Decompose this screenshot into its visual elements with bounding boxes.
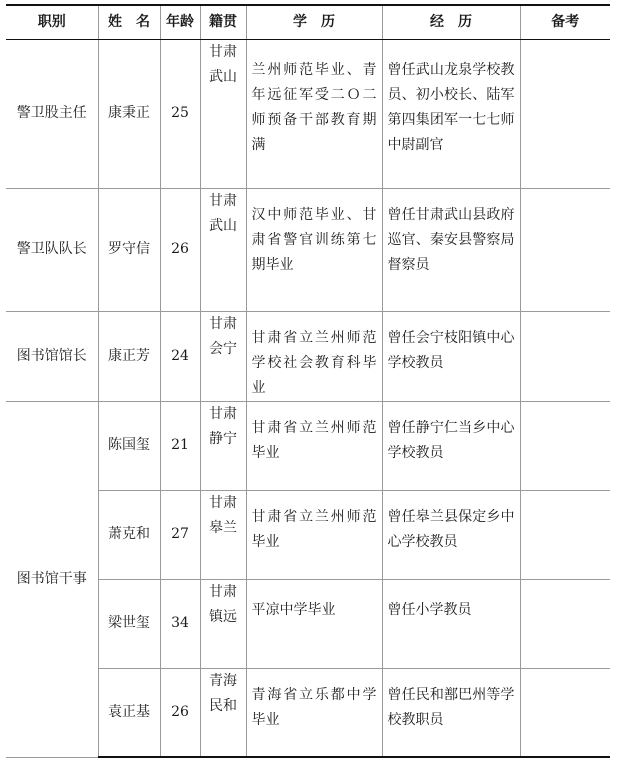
age-cell: 24 (160, 311, 200, 401)
header-name: 姓 名 (98, 5, 160, 39)
remarks-cell (520, 39, 610, 188)
name-cell: 康秉正 (98, 39, 160, 188)
hometown-county: 皋兰 (209, 519, 237, 536)
header-experience: 经 历 (382, 5, 520, 39)
experience-cell: 曾任甘肃武山县政府巡官、秦安县警察局督察员 (382, 188, 520, 311)
experience-cell: 曾任小学教员 (382, 579, 520, 668)
hometown-province: 青海 (209, 672, 237, 689)
education-cell: 兰州师范毕业、青年远征军受二Ｏ二师预备干部教育期满 (246, 39, 382, 188)
header-remarks: 备考 (520, 5, 610, 39)
education-cell: 平凉中学毕业 (246, 579, 382, 668)
role-cell: 警卫股主任 (6, 39, 98, 188)
hometown-cell (200, 490, 246, 579)
experience-cell: 曾任会宁枝阳镇中心学校教员 (382, 311, 520, 401)
experience-cell: 曾任民和鄯巴州等学校教职员 (382, 668, 520, 757)
education-cell: 甘肃省立兰州师范毕业 (246, 490, 382, 579)
table-row (6, 311, 610, 401)
hometown-cell (200, 39, 246, 188)
remarks-cell (520, 401, 610, 490)
hometown-cell (200, 668, 246, 757)
hometown-province: 甘肃 (209, 315, 237, 332)
name-cell: 袁正基 (98, 668, 160, 757)
hometown-province: 甘肃 (209, 494, 237, 511)
age-cell: 27 (160, 490, 200, 579)
education-cell: 甘肃省立兰州师范学校社会教育科毕业 (246, 311, 382, 401)
education-cell: 甘肃省立兰州师范毕业 (246, 401, 382, 490)
role-cell: 图书馆馆长 (6, 311, 98, 401)
name-cell: 萧克和 (98, 490, 160, 579)
age-cell: 34 (160, 579, 200, 668)
hometown-cell (200, 401, 246, 490)
hometown-county: 民和 (209, 697, 237, 714)
experience-cell: 曾任静宁仁当乡中心学校教员 (382, 401, 520, 490)
hometown-cell (200, 579, 246, 668)
education-cell: 汉中师范毕业、甘肃省警官训练第七期毕业 (246, 188, 382, 311)
name-cell: 康正芳 (98, 311, 160, 401)
header-education: 学 历 (246, 5, 382, 39)
hometown-province: 甘肃 (209, 43, 237, 60)
hometown-province: 甘肃 (209, 583, 237, 600)
hometown-county: 武山 (209, 68, 237, 85)
age-cell: 26 (160, 188, 200, 311)
remarks-cell (520, 668, 610, 757)
role-cell: 警卫队队长 (6, 188, 98, 311)
table-row (6, 401, 610, 490)
hometown-province: 甘肃 (209, 192, 237, 209)
header-role: 职别 (6, 5, 98, 39)
staff-roster-table (6, 4, 610, 758)
hometown-cell (200, 311, 246, 401)
header-age: 年龄 (160, 5, 200, 39)
hometown-county: 静宁 (209, 430, 237, 447)
education-cell: 青海省立乐都中学毕业 (246, 668, 382, 757)
remarks-cell (520, 579, 610, 668)
header-hometown: 籍贯 (200, 5, 246, 39)
table-row (6, 188, 610, 311)
age-cell: 25 (160, 39, 200, 188)
experience-cell: 曾任皋兰县保定乡中心学校教员 (382, 490, 520, 579)
age-cell: 26 (160, 668, 200, 757)
header-row (6, 5, 610, 39)
experience-cell: 曾任武山龙泉学校教员、初小校长、陆军第四集团军一七七师中尉副官 (382, 39, 520, 188)
name-cell: 梁世玺 (98, 579, 160, 668)
remarks-cell (520, 188, 610, 311)
name-cell: 陈国玺 (98, 401, 160, 490)
remarks-cell (520, 490, 610, 579)
role-cell: 图书馆干事 (6, 401, 98, 757)
table-row (6, 39, 610, 188)
hometown-county: 镇远 (209, 608, 237, 625)
hometown-county: 武山 (209, 217, 237, 234)
remarks-cell (520, 311, 610, 401)
name-cell: 罗守信 (98, 188, 160, 311)
hometown-county: 会宁 (209, 340, 237, 357)
hometown-province: 甘肃 (209, 405, 237, 422)
hometown-cell (200, 188, 246, 311)
age-cell: 21 (160, 401, 200, 490)
